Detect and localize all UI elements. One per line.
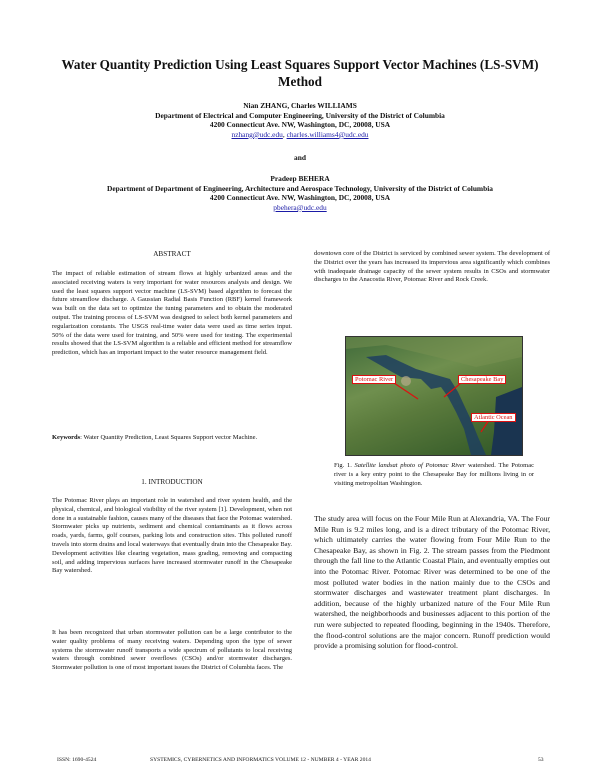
land-texture xyxy=(346,337,522,367)
intro-paragraph-1: The Potomac River plays an important role in watershed and river system health, and the physical, chemical, and biological visibility of the river system [1]. Development, when not done in a sustainable fashion, causes many of the diseases that face the Potomac watershed. Stormwater picks up nutrients, sediment and chemical contaminants as it flows across roads, yards, farms, golf courses, parking lots and construction sites. This polluted runoff travels into storm drains and local waterways that eventually drain into the Chesapeake Bay. Development activities like clearing vegetation, mass grading, removing and compacting soil, and adding impervious surfaces have increased stormwater runoff in the Chesapeake Bay watershed. xyxy=(52,497,293,575)
footer-issn: ISSN: 1690-4524 xyxy=(57,757,97,763)
caption-rest: watershed. The Potomac river is a key entry point to the Chesapeake Bay for millions living in or visiting metropolitan Washington. xyxy=(334,462,534,487)
abstract-heading: ABSTRACT xyxy=(153,250,191,258)
author-block-1 xyxy=(0,101,600,139)
keywords-label: Keywords xyxy=(52,434,81,441)
abstract-section xyxy=(52,250,292,259)
section-heading-introduction: 1. INTRODUCTION xyxy=(141,478,203,486)
label-chesapeake-bay: Chesapeake Bay xyxy=(458,375,506,384)
email-link-pbehera[interactable]: pbehera@udc.edu xyxy=(273,202,327,212)
right-paragraph-bottom: The study area will focus on the Four Mile Run at Alexandria, VA. The Four Mile Run is 9.2 miles long, and is a direct tributary of the Potomac River, which ultimately carries the water flowing from Four Mile Run to the Chesapeake Bay, as shown in Fig. 2. The stream passes from the Piedmont through the fall line to the Atlantic Coastal Plain, and eventually empties out into the Potomac River. Potomac River was determined to be one of the most polluted water bodies in the nation mainly due to the CSOs and stormwater discharges and wastewater treatment plant discharges. In addition, because of the highly urbanized nature of the Four Mile Run watershed, the neighborhoods and businesses adjacent to this portion of the run were subjected to repeated flooding, beginning in the 1940s. Therefore, the flood-control solutions are the major concern. Runoff prediction would provide a promising solution for flood-control. xyxy=(314,514,550,651)
abstract-body: The impact of reliable estimation of stream flows at highly urbanized areas and the associated receiving waters is very important for water resources analysis and design. We used the least squares support vector machine (LS-SVM) based algorithm to forecast the future streamflow discharge. A Gaussian Radial Basis Function (RBF) kernel framework was built on the data set to optimize the tuning parameters and to obtain the moderated output. The training process of LS-SVM was designed to select both kernel parameters and regularization constants. The USGS real-time water data were used as time series input. 50% of the data were used for training, and 50% were used for testing. The experimental results showed that the LS-SVM algorithm is a reliable and efficient method for streamflow prediction, which has an important impact to the water resource management field. xyxy=(52,270,292,357)
author-names-2: Pradeep BEHERA xyxy=(270,174,330,183)
email-link-nzhang[interactable]: nzhang@udc.edu xyxy=(231,129,283,139)
caption-italic: Satellite landsat photo of Potomac River xyxy=(354,462,466,469)
email-link-cwilliams[interactable]: charles.williams4@udc.edu xyxy=(286,129,369,139)
author-block-2 xyxy=(0,174,600,212)
label-potomac-river: Potomac River xyxy=(352,375,396,384)
satellite-figure xyxy=(345,336,523,456)
footer-page-number: 53 xyxy=(538,757,544,763)
author-department-1: Department of Electrical and Computer Engineering, University of the District of Columbia xyxy=(155,110,445,120)
river-water xyxy=(366,355,486,455)
footer-journal: SYSTEMICS, CYBERNETICS AND INFORMATICS VOLUME 12 - NUMBER 4 - YEAR 2014 xyxy=(150,757,371,763)
email-separator: , xyxy=(282,129,287,139)
paper-title: Water Quantity Prediction Using Least Squares Support Vector Machines (LS-SVM) Method xyxy=(61,57,539,89)
label-atlantic-ocean: Atlantic Ocean xyxy=(471,413,516,422)
author-names-1: Nian ZHANG, Charles WILLIAMS xyxy=(243,101,357,110)
author-address-1: 4200 Connecticut Ave. NW, Washington, DC, 20008, USA xyxy=(209,120,391,130)
intro-heading xyxy=(52,478,292,487)
intro-paragraph-2: It has been recognized that urban stormwater pollution can be a large contributor to the water quality problems of many receiving waters. Depending upon the type of sewer systems the stormwater runoff transports a wide spectrum of pollutants to local receiving waters through combined sewer overflows (CSOs) and/or stormwater discharges. Stormwater pollution is one of most important issues the District of Columbia faces. The xyxy=(52,629,292,672)
right-paragraph-top: downtown core of the District is serviced by combined sewer system. The development of the District over the years has increased its impervious area significantly which combines with inadequate drainage capacity of the sewer system results in CSOs and stormwater discharges to the Anacostia River, Potomac River and Rock Creek. xyxy=(314,250,550,284)
author-emails-1 xyxy=(0,130,600,140)
author-address-2: 4200 Connecticut Ave. NW, Washington, DC, 20008, USA xyxy=(209,193,391,203)
keywords-text: : Water Quantity Prediction, Least Squares Support vector Machine. xyxy=(80,434,258,441)
satellite-map xyxy=(346,337,522,455)
author-department-2: Department of Department of Engineering, Architecture and Aerospace Technology, University of the District of Columbia xyxy=(107,183,493,193)
and-separator: and xyxy=(294,153,306,162)
caption-prefix: Fig. 1. xyxy=(334,462,355,469)
urban-area xyxy=(401,376,411,386)
figure-caption xyxy=(334,462,534,488)
keywords xyxy=(52,434,292,443)
